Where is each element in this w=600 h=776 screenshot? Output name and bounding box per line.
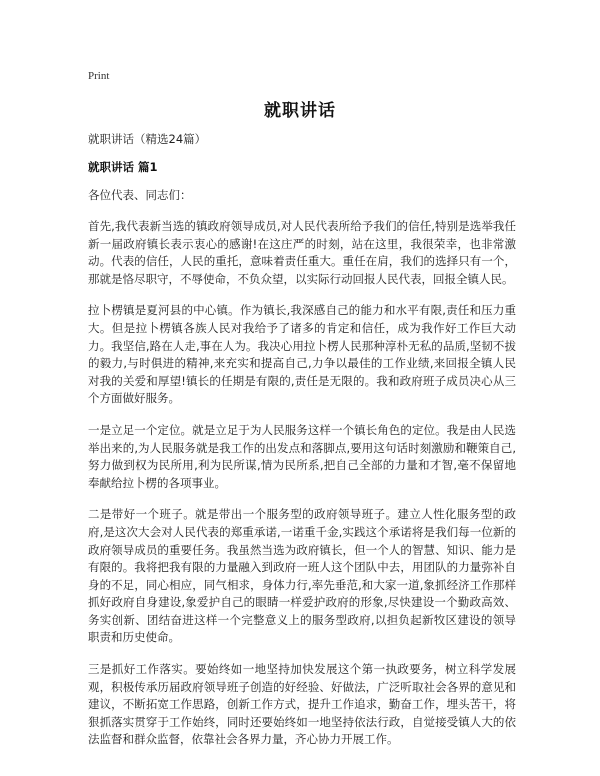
print-label: Print [88,70,110,82]
paragraph: 拉卜楞镇是夏河县的中心镇。作为镇长,我深感自己的能力和水平有限,责任和压力重大。但是拉卜楞镇各族人民对我给予了诸多的肯定和信任，成为我作好工作巨大动力。我坚信,路在人走,事在人为。我决心用拉卜楞人民那种淳朴无私的品质,坚韧不拔的毅力,与时俱进的精神,来充实和提高自己,力争以最佳的工作业绩,来回报全镇人民对我的关爱和厚望!镇长的任期是有限的,责任是无限的。我和政府班子成员决心从三个方面做好服务。 [88,303,516,406]
document-subtitle: 就职讲话（精选24篇） [88,132,207,146]
paragraph: 一是立足一个定位。就是立足于为人民服务这样一个镇长角色的定位。我是由人民选举出来的,为人民服务就是我工作的出发点和落脚点,要用这句话时刻激励和鞭策自己,努力做到权为民所用,利为民所谋,情为民所系,把自己全部的力量和才智,毫不保留地奉献给拉卜楞的各项事业。 [88,422,516,490]
page-title: 就职讲话 [264,101,336,121]
paragraph: 二是带好一个班子。就是带出一个服务型的政府领导班子。建立人性化服务型的政府,是这次大会对人民代表的郑重承诺,一诺重千金,实践这个承诺将是我们每一位新的政府领导成员的重要任务。我虽然当选为政府镇长，但一个人的智慧、知识、能力是有限的。我将把我有限的力量融入到政府一班人这个团队中去，用团队的力量弥补自身的不足，同心相应，同气相求，身体力行,率先垂范,和大家一道,象抓经济工作那样抓好政府自身建设,象爱护自己的眼睛一样爱护政府的形象,尽快建设一个勤政高效、务实创新、团结奋进这样一个完整意义上的服务型政府,以担负起新牧区建设的领导职责和历史使命。 [88,507,516,645]
section-heading: 就职讲话 篇1 [88,160,158,174]
greeting: 各位代表、同志们： [88,188,192,202]
paragraph: 首先,我代表新当选的镇政府领导成员,对人民代表所给予我们的信任,特别是选举我任新一届政府镇长表示衷心的感谢!在这庄严的时刻，站在这里，我很荣幸，也非常激动。代表的信任，人民的重托，意味着责任重大。重任在肩，我们的选择只有一个，那就是恪尽职守，不辱使命，不负众望，以实际行动回报人民代表，回报全镇人民。 [88,219,516,286]
paragraph: 三是抓好工作落实。要始终如一地坚持加快发展这个第一执政要务，树立科学发展观，积极传承历届政府领导班子创造的好经验、好做法，广泛听取社会各界的意见和建议，不断拓宽工作思路，创新工作方式，提升工作追求，勤奋工作，埋头苦干，将狠抓落实贯穿于工作始终，同时还要始终如一地坚持依法行政，自觉接受镇人大的依法监督和群众监督，依靠社会各界力量，齐心协力开展工作。 [88,662,516,747]
document-body [88,131,516,763]
